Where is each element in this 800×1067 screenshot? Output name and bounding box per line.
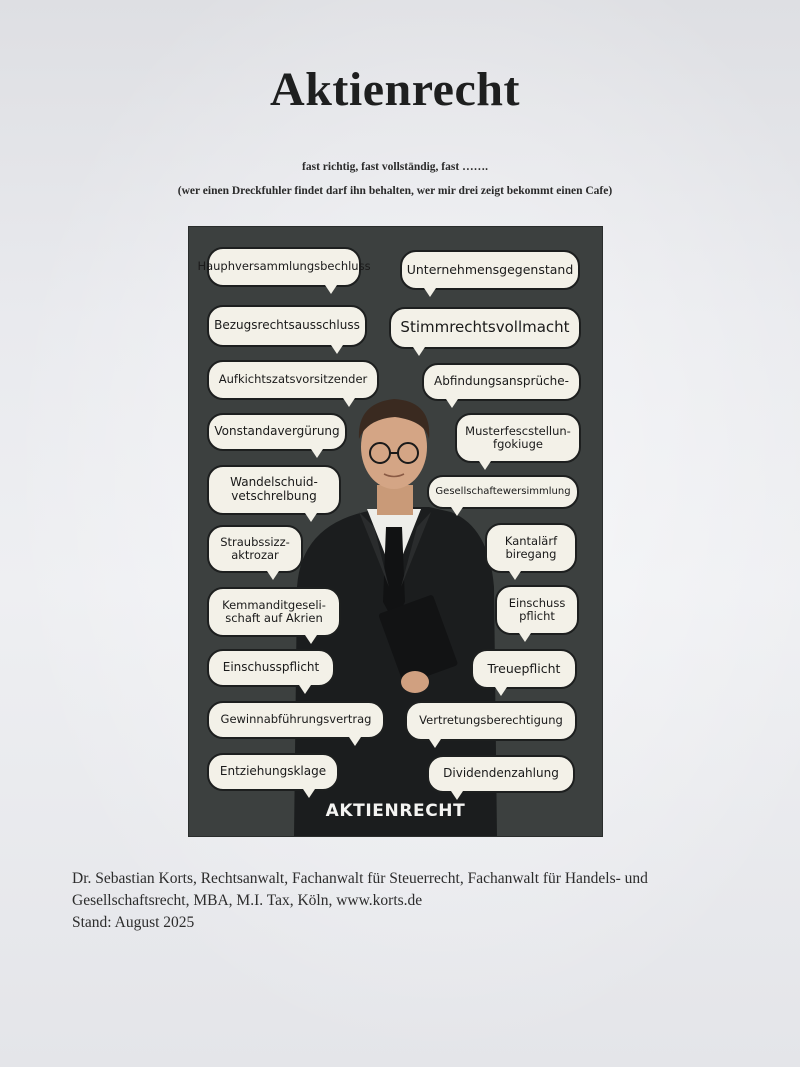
subtitle: fast richtig, fast vollständig, fast ……. [302, 161, 488, 173]
speech-bubble: Stimmrechtsvollmacht [389, 307, 581, 349]
speech-bubble: Unternehmensgegenstand [400, 250, 580, 290]
speech-bubble: Einschuss pflicht [495, 585, 579, 635]
speech-bubble: Dividendenzahlung [427, 755, 575, 793]
speech-bubble: Wandelschuid- vetschrelbung [207, 465, 341, 515]
speech-bubble: Vonstandavergürung [207, 413, 347, 451]
speech-bubble: Aufkichtszatsvorsitzender [207, 360, 379, 400]
speech-bubble: Vertretungsberechtigung [405, 701, 577, 741]
date-line: Stand: August 2025 [72, 914, 195, 931]
speech-bubble: Hauphversammlungsbechluss [207, 247, 361, 287]
speech-bubble: Kantalärf biregang [485, 523, 577, 573]
subtitle-note: (wer einen Dreckfuhler findet darf ihn behalten, wer mir drei zeigt bekommt einen Cafe) [177, 185, 613, 197]
poster-image [188, 226, 603, 837]
speech-bubble: Musterfescstellun- fgokiuge [455, 413, 581, 463]
speech-bubble: Gewinnabführungsvertrag [207, 701, 385, 739]
speech-bubble: Gesellschaftewersimmlung [427, 475, 579, 509]
author-block [72, 868, 732, 934]
speech-bubble: Kemmanditgeseli- schaft auf Akrien [207, 587, 341, 637]
author-line: Dr. Sebastian Korts, Rechtsanwalt, Fachanwalt für Steuerrecht, Fachanwalt für Handels- und [72, 870, 648, 887]
speech-bubble: Entziehungsklage [207, 753, 339, 791]
speech-bubble: Einschusspflicht [207, 649, 335, 687]
speech-bubble: Straubssizz- aktrozar [207, 525, 303, 573]
speech-bubble: Bezugsrechtsausschluss [207, 305, 367, 347]
page-title: Aktienrecht [270, 63, 520, 116]
author-line: Gesellschaftsrecht, MBA, M.I. Tax, Köln, www.korts.de [72, 892, 423, 909]
speech-bubble: Treuepflicht [471, 649, 577, 689]
speech-bubble: Abfindungsansprüche- [422, 363, 581, 401]
poster-footer-label: AKTIENRECHT [325, 801, 466, 821]
